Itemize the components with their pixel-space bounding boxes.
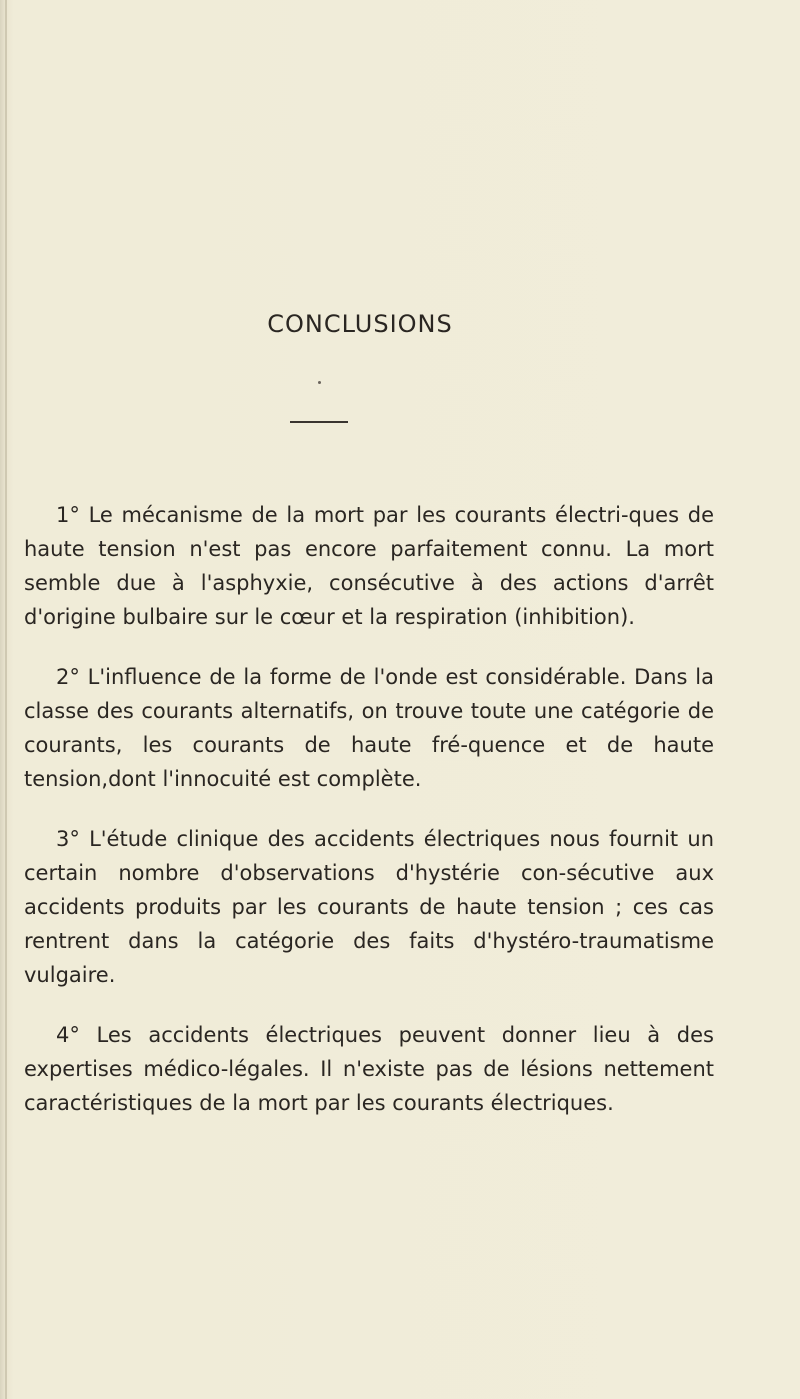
binding-gutter [5, 0, 7, 1399]
conclusion-paragraph-3: 3° L'étude clinique des accidents électriques nous fournit un certain nombre d'observations d'hystérie con-sécutive aux accidents produits par les courants de haute tension ; ces cas rentrent dans la catégorie des faits d'hystéro-traumatisme vulgaire. [24, 827, 714, 987]
conclusions-list [24, 498, 714, 1146]
conclusion-paragraph-2: 2° L'influence de la forme de l'onde est considérable. Dans la classe des courants alternatifs, on trouve toute une catégorie de courants, les courants de haute fré-quence et de haute tension,dont l'innocuité est complète. [24, 665, 714, 791]
ornament-dot [318, 381, 321, 384]
conclusion-paragraph-4: 4° Les accidents électriques peuvent donner lieu à des expertises médico-légales. Il n'existe pas de lésions nettement caractéristiques de la mort par les courants électriques. [24, 1023, 714, 1115]
conclusion-paragraph-1: 1° Le mécanisme de la mort par les courants électri-ques de haute tension n'est pas encore parfaitement connu. La mort semble due à l'asphyxie, consécutive à des actions d'arrêt d'origine bulbaire sur le cœur et la respiration (inhibition). [24, 503, 714, 629]
title-divider [290, 421, 348, 423]
page-title: CONCLUSIONS [267, 310, 453, 338]
